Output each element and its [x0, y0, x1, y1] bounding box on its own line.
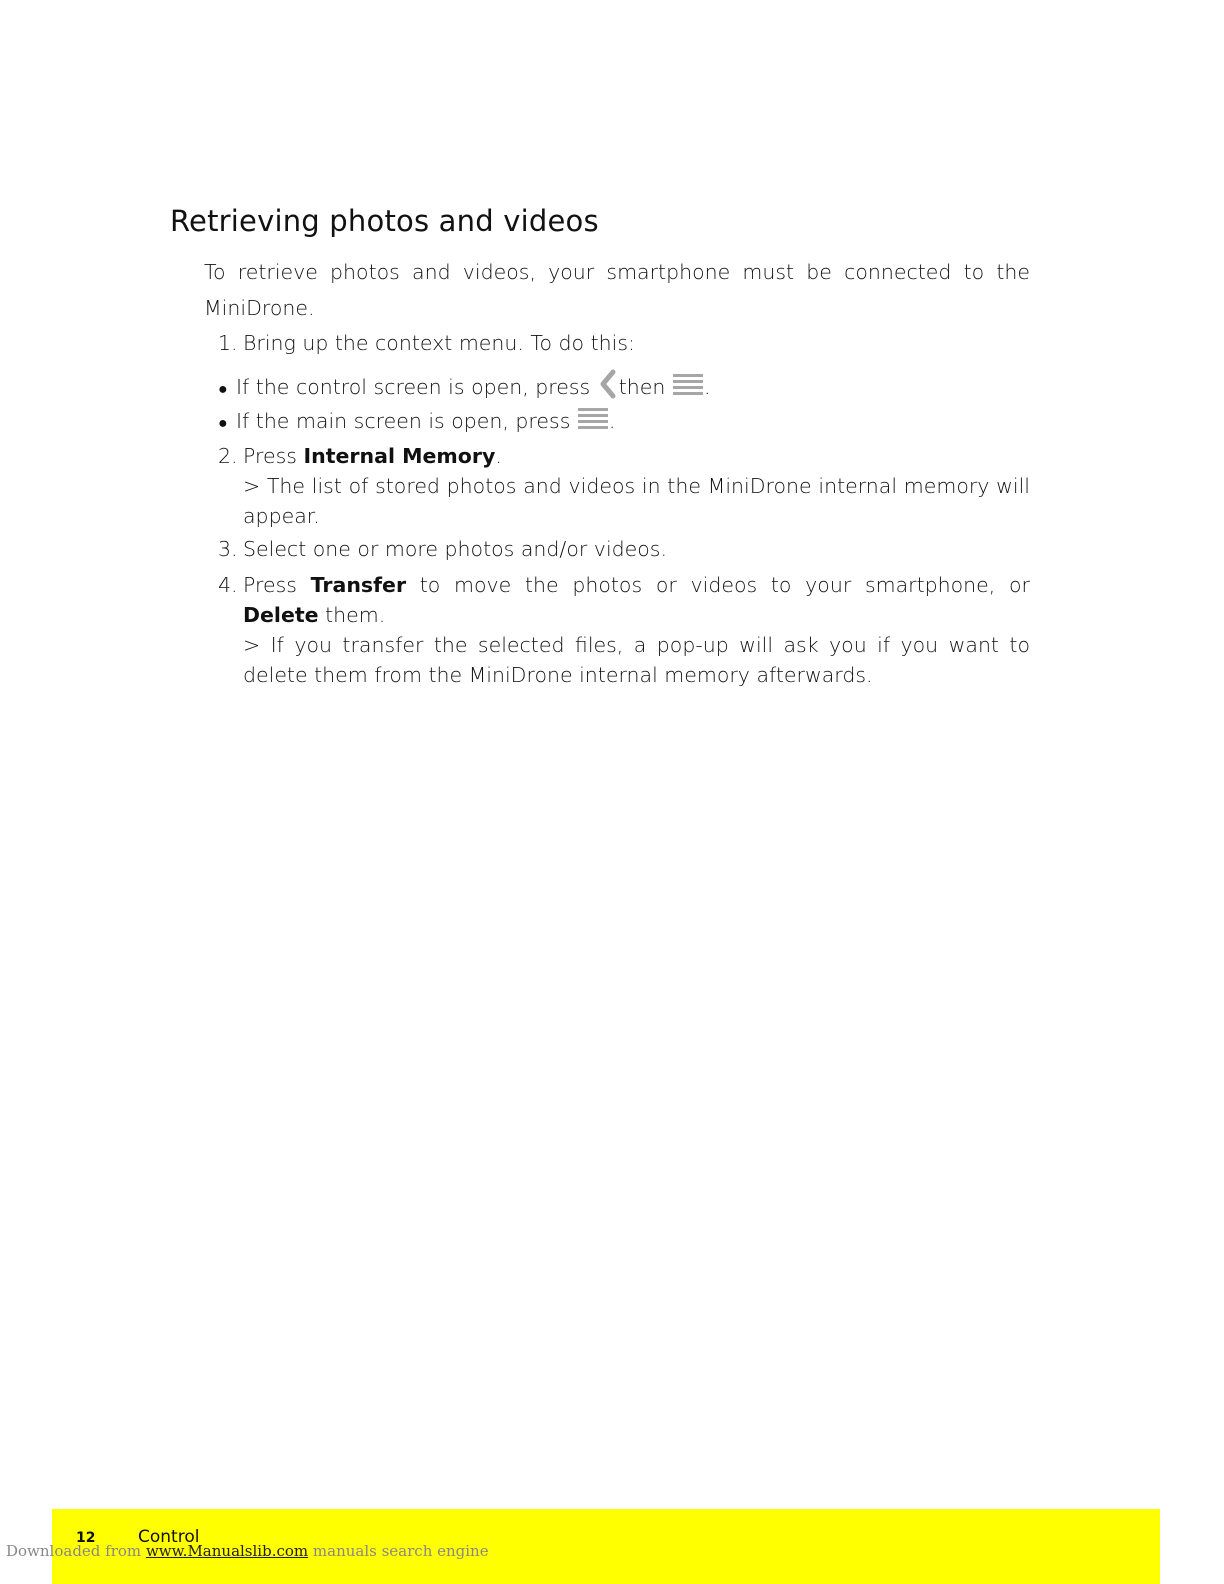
- step-text-suffix: .: [495, 444, 502, 468]
- bullet-text: If the main screen is open, press: [236, 409, 571, 433]
- step-text: [243, 441, 1030, 531]
- download-suffix: manuals search engine: [312, 1542, 489, 1560]
- bullet-dot: ●: [218, 379, 228, 398]
- step-result: > If you transfer the selected files, a pop-up will ask you if you want to delete them from the MiniDrone internal memory afterwards.: [243, 633, 1030, 687]
- page-number: 12: [76, 1530, 96, 1546]
- bullet-dot: ●: [218, 413, 228, 432]
- step-text-middle: to move the photos or videos to your smartphone, or: [419, 573, 1030, 597]
- step-number: 4.: [218, 573, 238, 597]
- step-text: [243, 570, 1030, 690]
- internal-memory-label: Internal Memory: [303, 444, 496, 468]
- step-text-prefix: Press: [243, 444, 297, 468]
- bullet-period: .: [608, 409, 616, 433]
- bullet-main-screen: [218, 406, 615, 438]
- back-chevron-icon: [597, 369, 619, 407]
- step-1: [218, 328, 1030, 358]
- step-text-prefix: Press: [243, 573, 297, 597]
- download-prefix: Downloaded from: [6, 1542, 142, 1560]
- menu-icon: [577, 406, 609, 438]
- step-number: 2.: [218, 444, 238, 468]
- delete-label: Delete: [243, 603, 319, 627]
- footer-section-name: Control: [138, 1527, 200, 1547]
- step-number: 1.: [218, 331, 238, 355]
- step-number: 3.: [218, 537, 238, 561]
- step-text: Bring up the context menu. To do this:: [243, 331, 635, 355]
- bullet-text: If the control screen is open, press: [236, 375, 591, 399]
- manualslib-link[interactable]: www.Manualslib.com: [145, 1542, 309, 1560]
- menu-icon: [672, 372, 704, 404]
- step-text-suffix: them.: [325, 603, 386, 627]
- intro-paragraph: To retrieve photos and videos, your smartphone must be connected to the MiniDrone.: [204, 260, 1030, 320]
- step-3: [218, 534, 1030, 564]
- step-result: > The list of stored photos and videos in the MiniDrone internal memory will appear.: [243, 474, 1030, 528]
- step-text: Select one or more photos and/or videos.: [243, 537, 668, 561]
- step-2: [218, 441, 1030, 528]
- transfer-label: Transfer: [310, 573, 407, 597]
- step-4: [218, 570, 1030, 687]
- bullet-control-screen: [218, 369, 710, 407]
- bullet-period: .: [703, 375, 711, 399]
- section-heading: Retrieving photos and videos: [170, 204, 599, 238]
- bullet-then-text: then: [618, 375, 666, 399]
- download-attribution: [6, 1542, 489, 1560]
